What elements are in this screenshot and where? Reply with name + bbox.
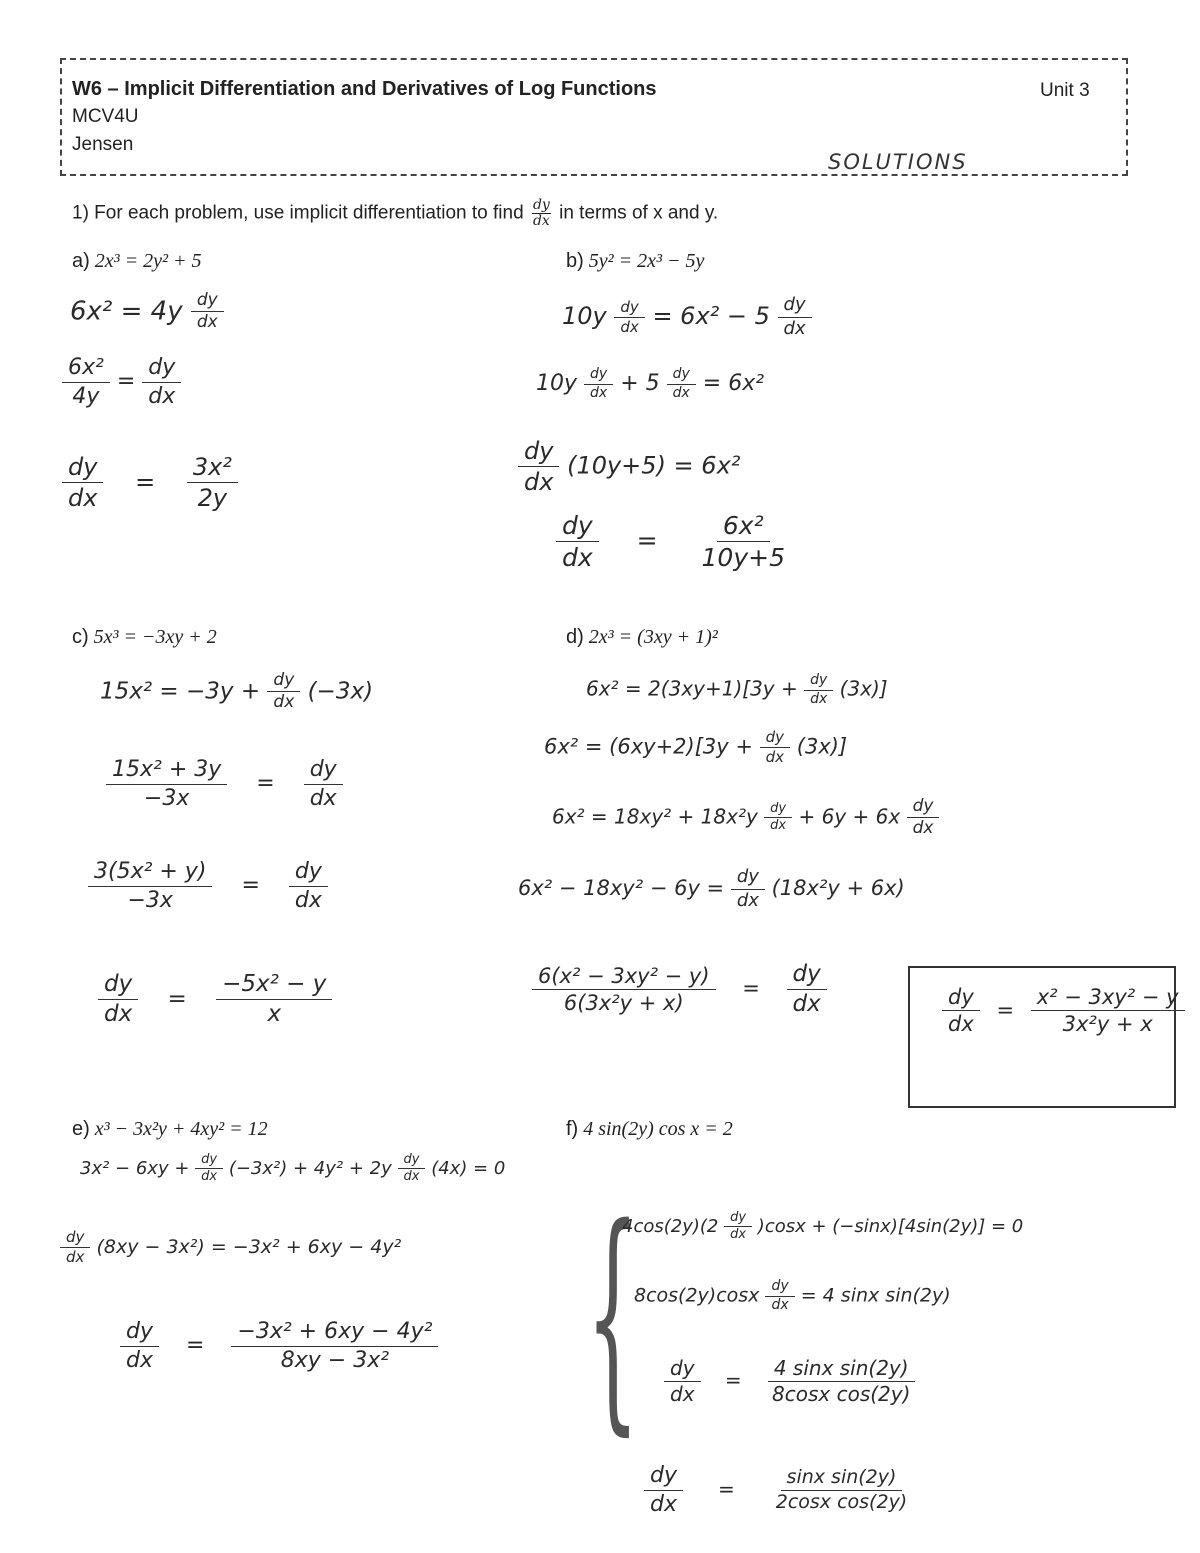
b-ans-dx: dx — [562, 543, 593, 573]
f-s3-dx: dx — [670, 1382, 695, 1406]
f-answer — [644, 1462, 913, 1518]
b-answer-dydx — [556, 510, 599, 574]
b-step1-b: = 6x² − 5 — [652, 302, 770, 330]
b-ans-den: 10y+5 — [701, 543, 785, 573]
a-step2-left — [62, 354, 110, 410]
teacher-name: Jensen — [72, 134, 134, 155]
d-answer-dydx — [942, 984, 980, 1038]
c-ans-dx: dx — [104, 1000, 133, 1027]
e-ans-dx: dx — [126, 1347, 153, 1373]
a-ans-num: 3x² — [187, 452, 238, 483]
b-step2-dydx2 — [667, 366, 696, 402]
e-answer — [120, 1318, 438, 1374]
d-step2-a: 6x² = (6xy+2)[3y + — [544, 734, 753, 759]
problem-b — [566, 250, 704, 273]
a-step2 — [62, 354, 181, 410]
d-step5-num: 6(x² − 3xy² − y) — [532, 963, 716, 990]
d-step1-a: 6x² = 2(3xy+1)[3y + — [586, 676, 798, 701]
problem-e-label: e) — [72, 1118, 90, 1140]
d-step5-den: 6(3x²y + x) — [563, 990, 684, 1015]
problem-a-equation: 2x³ = 2y² + 5 — [94, 250, 202, 272]
c-ans-den: x — [267, 1000, 282, 1027]
d-s4-dx: dx — [736, 889, 759, 911]
b-step3 — [518, 436, 740, 497]
f-step3-fraction — [766, 1356, 916, 1407]
f-ans-den: 2cosx cos(2y) — [775, 1490, 908, 1513]
c-step3 — [88, 858, 328, 914]
c-s2-dy: dy — [304, 756, 343, 785]
course-code: MCV4U — [72, 106, 139, 127]
c-s3-dx: dx — [294, 887, 322, 913]
problem-f-label: f) — [566, 1118, 579, 1140]
problem-d — [566, 626, 718, 649]
b-answer-equals: = — [636, 525, 658, 555]
b-step2-c: = 6x² — [702, 371, 765, 396]
d-ans-dx: dx — [948, 1012, 974, 1037]
c-step2-den: −3x — [143, 785, 190, 811]
d-s3-dy2: dy — [907, 796, 940, 818]
c-step3-equals: = — [241, 873, 260, 898]
problem-e-equation: x³ − 3x²y + 4xy² = 12 — [94, 1118, 268, 1140]
f-brace: { — [586, 1176, 640, 1456]
e-step1-b: (−3x²) + 4y² + 2y — [228, 1157, 392, 1179]
d-step2-b: (3x)] — [796, 734, 848, 759]
c-s1-dx: dx — [273, 692, 295, 713]
a-step2-den: 4y — [72, 383, 100, 409]
d-s5-dy: dy — [787, 960, 827, 990]
d-step1-dydx — [804, 672, 833, 708]
f-s2-dx: dx — [771, 1296, 789, 1313]
c-s1-dy: dy — [267, 670, 300, 692]
a-ans-dx: dx — [68, 484, 98, 512]
b-answer — [556, 510, 791, 574]
d-ans-num: x² − 3xy² − y — [1031, 984, 1185, 1011]
d-step4-dydx — [731, 866, 765, 912]
a-ans-den: 2y — [197, 484, 228, 512]
f-step1 — [622, 1210, 1023, 1244]
e-s1-dx1: dx — [201, 1169, 218, 1185]
d-step3 — [552, 796, 939, 840]
a-answer-equals: = — [135, 467, 156, 496]
b-step3-dydx — [518, 436, 559, 497]
c-step3-num: 3(5x² + y) — [88, 858, 212, 887]
d-step4-b: (18x²y + 6x) — [771, 876, 905, 900]
d-answer-equals: = — [996, 997, 1015, 1022]
f-step2-a: 8cos(2y)cosx — [634, 1284, 760, 1307]
solutions-stamp: SOLUTIONS — [828, 150, 968, 174]
e-s2-dx: dx — [66, 1247, 85, 1266]
problem-c — [72, 626, 217, 649]
c-ans-num: −5x² − y — [216, 970, 332, 1000]
problem-b-equation: 5y² = 2x³ − 5y — [588, 250, 705, 272]
d-s3-dy1: dy — [764, 801, 792, 818]
problem-e — [72, 1118, 268, 1141]
d-s1-dy: dy — [804, 672, 833, 691]
e-step1-c: (4x) = 0 — [431, 1157, 506, 1179]
d-s2-dy: dy — [760, 728, 790, 748]
f-step1-b: )cosx + (−sinx)[4sin(2y)] = 0 — [757, 1215, 1024, 1237]
e-step1-dydx2 — [398, 1152, 426, 1186]
instruction-after: in terms of x and y. — [559, 202, 719, 224]
e-step1-dydx1 — [195, 1152, 223, 1186]
a-step2-dy: dy — [142, 354, 181, 383]
d-answer — [942, 984, 1185, 1038]
f-answer-equals: = — [717, 1477, 735, 1501]
b-step1 — [562, 294, 812, 340]
d-step1 — [586, 672, 888, 708]
e-ans-num: −3x² + 6xy − 4y² — [231, 1318, 438, 1347]
problem-f-equation: 4 sin(2y) cos x = 2 — [583, 1118, 733, 1140]
a-ans-dy: dy — [62, 452, 103, 483]
f-step3-dydx — [664, 1356, 701, 1407]
c-step2 — [106, 756, 343, 812]
e-s1-dy2: dy — [398, 1152, 426, 1169]
a-answer — [62, 452, 238, 513]
a-step1-text: 6x² = 4y — [70, 296, 183, 327]
c-ans-dy: dy — [98, 970, 138, 1000]
d-step3-b: + 6y + 6x — [798, 804, 901, 829]
b-s2-dx2: dx — [672, 384, 690, 401]
a-answer-fraction — [187, 452, 238, 513]
problem-b-label: b) — [566, 250, 584, 272]
header-box — [60, 58, 1128, 176]
e-step2-b: (8xy − 3x²) = −3x² + 6xy − 4y² — [96, 1235, 402, 1258]
unit-label: Unit 3 — [1040, 80, 1090, 101]
b-s1-dy1: dy — [614, 298, 644, 318]
b-s3-dy: dy — [518, 436, 559, 467]
d-step1-b: (3x)] — [839, 676, 888, 701]
b-step1-dydx1 — [614, 298, 644, 337]
c-s3-dy: dy — [289, 858, 328, 887]
b-s2-dx1: dx — [590, 384, 608, 401]
dydx-fraction — [532, 198, 551, 229]
problem-f — [566, 1118, 733, 1141]
e-s1-dx2: dx — [403, 1169, 420, 1185]
d-step2-dydx — [760, 728, 790, 767]
e-step2 — [60, 1228, 401, 1267]
a-step2-num: 6x² — [62, 354, 110, 383]
c-answer-fraction — [216, 970, 332, 1029]
f-step2-dydx — [765, 1278, 794, 1314]
a-dy: dy — [191, 290, 224, 312]
f-step2-b: = 4 sinx sin(2y) — [800, 1284, 951, 1307]
b-step2-a: 10y — [536, 371, 578, 396]
dx-text: dx — [532, 213, 550, 229]
d-s2-dx: dx — [765, 747, 785, 766]
f-step2 — [634, 1278, 951, 1314]
c-step3-left — [88, 858, 212, 914]
instruction — [72, 198, 718, 229]
c-step2-equals: = — [256, 771, 275, 796]
c-step3-right — [289, 858, 328, 914]
f-s1-dy: dy — [724, 1210, 752, 1227]
e-step1-a: 3x² − 6xy + — [80, 1157, 190, 1179]
a-dx: dx — [196, 312, 218, 333]
instruction-before: 1) For each problem, use implicit differentiation to find — [72, 202, 524, 224]
f-answer-dydx — [644, 1462, 683, 1518]
b-step2-dydx1 — [584, 366, 613, 402]
d-step5-left — [532, 963, 716, 1017]
e-answer-fraction — [231, 1318, 438, 1374]
f-s3-dy: dy — [664, 1356, 701, 1382]
d-step3-dydx1 — [764, 801, 792, 835]
e-step2-dydx — [60, 1228, 90, 1267]
c-answer-dydx — [98, 970, 138, 1029]
c-step1-a: 15x² = −3y + — [100, 678, 261, 705]
a-step2-equals: = — [116, 369, 136, 394]
f-s3-den: 8cosx cos(2y) — [772, 1382, 911, 1406]
b-ans-dy: dy — [556, 510, 599, 542]
f-ans-dy: dy — [644, 1462, 683, 1491]
b-answer-fraction — [696, 510, 791, 574]
f-s2-dy: dy — [765, 1278, 794, 1297]
f-s1-dx: dx — [730, 1227, 747, 1243]
d-answer-fraction — [1031, 984, 1185, 1038]
c-answer — [98, 970, 332, 1029]
f-answer-fraction — [770, 1466, 913, 1515]
d-step5-right — [787, 960, 827, 1019]
d-step4-a: 6x² − 18xy² − 6y = — [518, 876, 725, 900]
c-step3-den: −3x — [127, 887, 173, 913]
a-step1 — [70, 290, 224, 334]
problem-a-label: a) — [72, 250, 90, 272]
b-s1-dx1: dx — [620, 317, 639, 336]
d-step2 — [544, 728, 847, 767]
c-step2-left — [106, 756, 227, 812]
b-s2-dy2: dy — [667, 366, 696, 385]
d-ans-den: 3x²y + x — [1062, 1012, 1153, 1037]
problem-d-equation: 2x³ = (3xy + 1)² — [588, 626, 718, 648]
c-step1 — [100, 670, 373, 714]
c-step2-right — [304, 756, 343, 812]
b-step3-text: (10y+5) = 6x² — [567, 451, 741, 480]
b-s1-dx2: dx — [783, 317, 806, 339]
dy-text: dy — [532, 197, 550, 213]
c-step2-num: 15x² + 3y — [106, 756, 227, 785]
b-s1-dy2: dy — [778, 294, 812, 318]
e-answer-dydx — [120, 1318, 159, 1374]
problem-d-label: d) — [566, 626, 584, 648]
d-step5-equals: = — [742, 976, 760, 1001]
b-s3-dx: dx — [524, 468, 554, 496]
a-step2-dx: dx — [148, 383, 176, 409]
b-s2-dy1: dy — [584, 366, 613, 385]
c-step1-dydx — [267, 670, 300, 714]
f-ans-num: sinx sin(2y) — [781, 1466, 903, 1491]
e-s1-dy1: dy — [195, 1152, 223, 1169]
e-ans-dy: dy — [120, 1318, 159, 1347]
d-s3-dx1: dx — [770, 818, 787, 834]
f-step3 — [664, 1356, 916, 1407]
b-ans-num: 6x² — [717, 510, 770, 542]
b-step1-dydx2 — [778, 294, 812, 340]
d-step3-a: 6x² = 18xy² + 18x²y — [552, 804, 758, 829]
d-step4 — [518, 866, 905, 912]
f-step1-a: 4cos(2y)(2 — [622, 1215, 719, 1237]
f-ans-dx: dx — [650, 1491, 677, 1517]
d-s4-dy: dy — [731, 866, 765, 890]
c-s2-dx: dx — [309, 785, 337, 811]
d-step3-dydx2 — [907, 796, 940, 840]
d-s3-dx2: dx — [912, 818, 934, 839]
a-step2-right — [142, 354, 181, 410]
b-step2-b: + 5 — [620, 371, 660, 396]
problem-a — [72, 250, 202, 273]
d-step5 — [532, 960, 827, 1019]
d-s1-dx: dx — [810, 690, 828, 707]
d-s5-dx: dx — [792, 990, 821, 1017]
f-step1-dydx — [724, 1210, 752, 1244]
worksheet-title: W6 – Implicit Differentiation and Derivatives of Log Functions — [72, 78, 657, 100]
e-ans-den: 8xy − 3x² — [280, 1347, 390, 1373]
b-step2 — [536, 366, 764, 402]
f-s3-num: 4 sinx sin(2y) — [768, 1356, 915, 1382]
problem-c-equation: 5x³ = −3xy + 2 — [93, 626, 217, 648]
f-step3-equals: = — [724, 1368, 742, 1392]
e-step1 — [80, 1152, 505, 1186]
a-step1-dydx — [191, 290, 224, 334]
c-answer-equals: = — [167, 985, 187, 1012]
d-ans-dy: dy — [942, 984, 980, 1011]
problem-c-label: c) — [72, 626, 89, 648]
e-s2-dy: dy — [60, 1228, 90, 1248]
b-step1-a: 10y — [562, 302, 607, 330]
a-answer-dydx — [62, 452, 103, 513]
e-answer-equals: = — [185, 1333, 205, 1358]
c-step1-b: (−3x) — [307, 678, 374, 705]
